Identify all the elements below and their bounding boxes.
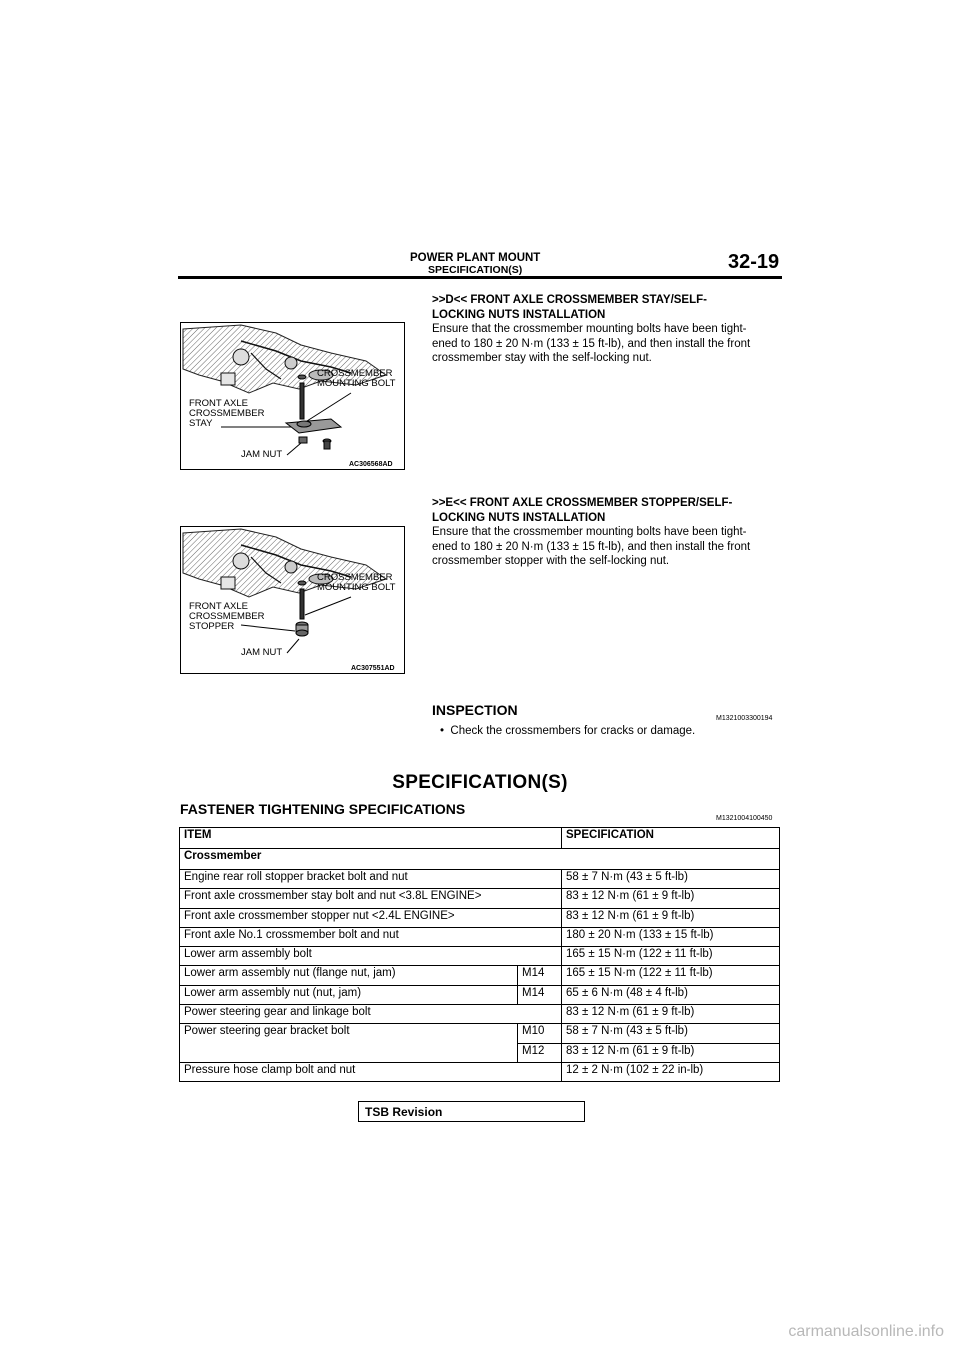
- table-row: [180, 908, 780, 927]
- item-cell: Power steering gear bracket bolt: [180, 1024, 518, 1063]
- fastener-spec-table: [179, 827, 780, 1082]
- item-cell: Pressure hose clamp bolt and nut: [180, 1062, 562, 1081]
- spec-cell: 83 ± 12 N·m (61 ± 9 ft-lb): [562, 889, 780, 908]
- table-row: [180, 1024, 780, 1043]
- step-e-body-line2: ened to 180 ± 20 N·m (133 ± 15 ft-lb), and then install the front: [432, 540, 751, 553]
- item-cell: Lower arm assembly nut (nut, jam): [180, 985, 518, 1004]
- inspection-code: M1321003300194: [716, 715, 773, 722]
- label-mounting-bolt: MOUNTING BOLT: [317, 582, 396, 593]
- table-header-row: [180, 828, 780, 849]
- size-cell: M14: [518, 985, 562, 1004]
- item-cell: Engine rear roll stopper bracket bolt and nut: [180, 870, 562, 889]
- spec-cell: 65 ± 6 N·m (48 ± 4 ft-lb): [562, 985, 780, 1004]
- step-d-body-line1: Ensure that the crossmember mounting bolts have been tight-: [432, 323, 747, 335]
- table-row: [180, 1062, 780, 1081]
- label-jam-nut: JAM NUT: [241, 647, 283, 658]
- page-number: 32-19: [728, 251, 780, 273]
- table-row: [180, 927, 780, 946]
- item-cell: Front axle crossmember stopper nut <2.4L ENGINE>: [180, 908, 562, 927]
- item-cell: Power steering gear and linkage bolt: [180, 1005, 562, 1024]
- figure-crossmember-stay-illustration: [181, 323, 404, 469]
- figure-code: AC307551AD: [351, 665, 395, 672]
- step-e-title-line2: LOCKING NUTS INSTALLATION: [432, 511, 606, 524]
- step-d-text: [432, 293, 784, 366]
- figure-crossmember-stopper: [180, 526, 405, 674]
- inspection-bullet-text: Check the crossmembers for cracks or damage.: [450, 725, 696, 737]
- table-row: [180, 1005, 780, 1024]
- col-item-header: ITEM: [180, 828, 562, 849]
- spec-cell: 58 ± 7 N·m (43 ± 5 ft-lb): [562, 1024, 780, 1043]
- figure-crossmember-stay: [180, 322, 405, 470]
- figure-crossmember-stopper-illustration: [181, 527, 404, 673]
- step-e-body-line3: crossmember stopper with the self-locking nut.: [432, 555, 670, 567]
- table-row: [180, 985, 780, 1004]
- label-jam-nut: JAM NUT: [241, 449, 283, 460]
- item-cell: Lower arm assembly nut (flange nut, jam): [180, 966, 518, 985]
- inspection-heading: INSPECTION: [432, 702, 518, 718]
- step-d-body-line2: ened to 180 ± 20 N·m (133 ± 15 ft-lb), and then install the front: [432, 337, 751, 350]
- subsection-title: SPECIFICATION(S): [428, 264, 523, 276]
- label-front-axle: FRONT AXLE: [189, 398, 248, 409]
- spec-cell: 165 ± 15 N·m (122 ± 11 ft-lb): [562, 947, 780, 966]
- header-rule: [178, 276, 782, 279]
- bullet-icon: •: [440, 725, 451, 737]
- label-crossmember-part: CROSSMEMBER: [189, 408, 265, 419]
- watermark-url: carmanualsonline.info: [788, 1323, 944, 1340]
- step-e-body-line1: Ensure that the crossmember mounting bolts have been tight-: [432, 526, 747, 538]
- spec-cell: 83 ± 12 N·m (61 ± 9 ft-lb): [562, 908, 780, 927]
- table-row: [180, 966, 780, 985]
- spec-cell: 83 ± 12 N·m (61 ± 9 ft-lb): [562, 1043, 780, 1062]
- item-cell: Lower arm assembly bolt: [180, 947, 562, 966]
- fastener-specs-heading: FASTENER TIGHTENING SPECIFICATIONS: [180, 801, 466, 817]
- label-crossmember-part: CROSSMEMBER: [189, 611, 265, 622]
- col-spec-header: SPECIFICATION: [562, 828, 780, 849]
- spec-cell: 58 ± 7 N·m (43 ± 5 ft-lb): [562, 870, 780, 889]
- tsb-revision-box: TSB Revision: [358, 1101, 585, 1122]
- table-row: [180, 947, 780, 966]
- step-d-title-line1: >>D<< FRONT AXLE CROSSMEMBER STAY/SELF-: [432, 294, 707, 306]
- step-d-title-line2: LOCKING NUTS INSTALLATION: [432, 308, 606, 321]
- size-cell: M12: [518, 1043, 562, 1062]
- spec-cell: 165 ± 15 N·m (122 ± 11 ft-lb): [562, 966, 780, 985]
- spec-cell: 180 ± 20 N·m (133 ± 15 ft-lb): [562, 927, 780, 946]
- label-stay: STAY: [189, 418, 213, 429]
- step-e-text: [432, 496, 784, 569]
- table-row: [180, 889, 780, 908]
- spec-cell: 83 ± 12 N·m (61 ± 9 ft-lb): [562, 1005, 780, 1024]
- section-title: POWER PLANT MOUNT: [410, 252, 541, 264]
- table-group-row: [180, 849, 780, 870]
- size-cell: M14: [518, 966, 562, 985]
- table-row: [180, 870, 780, 889]
- spec-cell: 12 ± 2 N·m (102 ± 22 in-lb): [562, 1062, 780, 1081]
- specification-heading: SPECIFICATION(S): [392, 772, 568, 793]
- figure-code: AC306568AD: [349, 461, 393, 468]
- group-label: Crossmember: [180, 849, 780, 870]
- step-e-title-line1: >>E<< FRONT AXLE CROSSMEMBER STOPPER/SELF-: [432, 497, 733, 509]
- label-crossmember: CROSSMEMBER: [317, 368, 393, 379]
- label-mounting-bolt: MOUNTING BOLT: [317, 378, 396, 389]
- label-stopper: STOPPER: [189, 621, 235, 632]
- label-front-axle: FRONT AXLE: [189, 601, 248, 612]
- step-d-body-line3: crossmember stay with the self-locking nut.: [432, 352, 652, 364]
- item-cell: Front axle No.1 crossmember bolt and nut: [180, 927, 562, 946]
- item-cell: Front axle crossmember stay bolt and nut <3.8L ENGINE>: [180, 889, 562, 908]
- inspection-bullet: [440, 725, 695, 737]
- size-cell: M10: [518, 1024, 562, 1043]
- specification-code: M1321004100450: [716, 815, 773, 822]
- label-crossmember: CROSSMEMBER: [317, 572, 393, 583]
